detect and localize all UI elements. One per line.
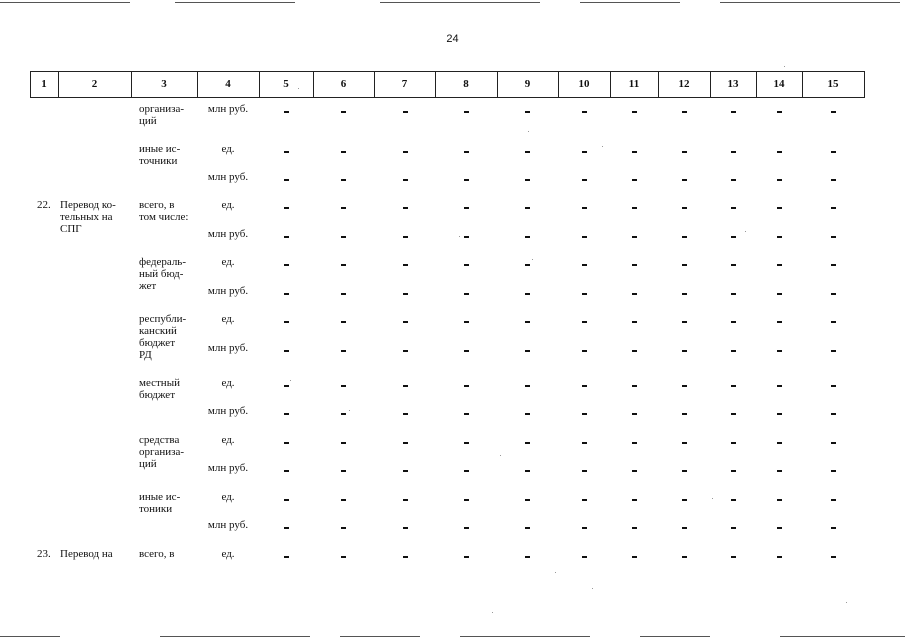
unit-label: ед. (221, 199, 235, 211)
header-cell-13: 13 (727, 78, 739, 90)
empty-value-dash (341, 385, 346, 387)
header-cell-2: 2 (91, 78, 98, 90)
empty-value-dash (682, 179, 687, 181)
empty-value-dash (632, 470, 637, 472)
funding-source: республи- канский бюджет РД (139, 313, 187, 361)
header-cell-4: 4 (225, 78, 231, 90)
empty-value-dash (682, 264, 687, 266)
header-cell-9: 9 (524, 78, 531, 90)
empty-value-dash (341, 321, 346, 323)
empty-value-dash (403, 527, 408, 529)
unit-label: ед. (221, 434, 235, 446)
empty-value-dash (632, 350, 637, 352)
empty-value-dash (464, 236, 469, 238)
empty-value-dash (682, 293, 687, 295)
funding-source: иные ис- точники (139, 143, 181, 167)
empty-value-dash (777, 385, 782, 387)
empty-value-dash (525, 527, 530, 529)
funding-source: местный бюджет (139, 377, 180, 401)
header-cell-11: 11 (628, 78, 640, 90)
unit-label: ед. (221, 313, 235, 325)
empty-value-dash (284, 179, 289, 181)
empty-value-dash (731, 470, 736, 472)
empty-value-dash (582, 264, 587, 266)
scan-speck (555, 572, 556, 573)
empty-value-dash (831, 179, 836, 181)
empty-value-dash (777, 413, 782, 415)
empty-value-dash (582, 179, 587, 181)
empty-value-dash (777, 470, 782, 472)
unit-label: млн руб. (207, 519, 249, 531)
header-cell-10: 10 (578, 78, 590, 90)
empty-value-dash (632, 111, 637, 113)
empty-value-dash (525, 236, 530, 238)
empty-value-dash (831, 293, 836, 295)
empty-value-dash (525, 470, 530, 472)
empty-value-dash (632, 293, 637, 295)
row-number: 23. (37, 548, 51, 560)
empty-value-dash (341, 499, 346, 501)
empty-value-dash (831, 236, 836, 238)
empty-value-dash (682, 527, 687, 529)
empty-value-dash (403, 151, 408, 153)
empty-value-dash (831, 207, 836, 209)
empty-value-dash (731, 111, 736, 113)
empty-value-dash (403, 350, 408, 352)
header-cell-1: 1 (41, 78, 47, 90)
empty-value-dash (525, 442, 530, 444)
scan-speck (349, 410, 350, 411)
empty-value-dash (831, 151, 836, 153)
empty-value-dash (525, 293, 530, 295)
empty-value-dash (777, 111, 782, 113)
scan-speck (745, 231, 746, 232)
empty-value-dash (731, 442, 736, 444)
empty-value-dash (284, 111, 289, 113)
empty-value-dash (582, 385, 587, 387)
empty-value-dash (525, 350, 530, 352)
empty-value-dash (464, 442, 469, 444)
empty-value-dash (284, 385, 289, 387)
unit-label: млн руб. (207, 171, 249, 183)
empty-value-dash (682, 151, 687, 153)
empty-value-dash (464, 556, 469, 558)
empty-value-dash (582, 413, 587, 415)
empty-value-dash (682, 321, 687, 323)
empty-value-dash (831, 556, 836, 558)
empty-value-dash (632, 151, 637, 153)
empty-value-dash (284, 470, 289, 472)
empty-value-dash (582, 527, 587, 529)
scan-speck (459, 236, 460, 237)
empty-value-dash (464, 111, 469, 113)
empty-value-dash (632, 385, 637, 387)
empty-value-dash (582, 321, 587, 323)
funding-source: иные ис- тоники (139, 491, 181, 515)
funding-source: всего, в том числе: (139, 199, 189, 223)
empty-value-dash (831, 321, 836, 323)
unit-label: млн руб. (207, 405, 249, 417)
empty-value-dash (777, 527, 782, 529)
empty-value-dash (831, 264, 836, 266)
empty-value-dash (464, 151, 469, 153)
scan-speck (492, 612, 493, 613)
measure-name: Перевод на (60, 548, 113, 560)
empty-value-dash (731, 556, 736, 558)
empty-value-dash (682, 236, 687, 238)
empty-value-dash (464, 527, 469, 529)
empty-value-dash (777, 350, 782, 352)
empty-value-dash (403, 385, 408, 387)
empty-value-dash (341, 470, 346, 472)
empty-value-dash (403, 236, 408, 238)
empty-value-dash (284, 151, 289, 153)
empty-value-dash (464, 385, 469, 387)
empty-value-dash (582, 293, 587, 295)
empty-value-dash (582, 236, 587, 238)
empty-value-dash (284, 350, 289, 352)
funding-source: всего, в (139, 548, 175, 560)
empty-value-dash (777, 556, 782, 558)
empty-value-dash (582, 111, 587, 113)
empty-value-dash (632, 413, 637, 415)
scan-speck (528, 131, 529, 132)
empty-value-dash (341, 207, 346, 209)
scan-speck (712, 498, 713, 499)
funding-source: средства организа- ций (139, 434, 185, 470)
header-cell-7: 7 (401, 78, 408, 90)
empty-value-dash (632, 499, 637, 501)
empty-value-dash (403, 499, 408, 501)
empty-value-dash (341, 527, 346, 529)
empty-value-dash (341, 264, 346, 266)
empty-value-dash (731, 151, 736, 153)
empty-value-dash (777, 236, 782, 238)
unit-label: ед. (221, 548, 235, 560)
empty-value-dash (632, 264, 637, 266)
empty-value-dash (582, 207, 587, 209)
empty-value-dash (632, 179, 637, 181)
empty-value-dash (831, 499, 836, 501)
empty-value-dash (682, 499, 687, 501)
empty-value-dash (525, 207, 530, 209)
empty-value-dash (341, 111, 346, 113)
header-cell-8: 8 (463, 78, 469, 90)
empty-value-dash (341, 179, 346, 181)
empty-value-dash (284, 236, 289, 238)
empty-value-dash (731, 385, 736, 387)
empty-value-dash (464, 470, 469, 472)
empty-value-dash (464, 350, 469, 352)
empty-value-dash (525, 179, 530, 181)
empty-value-dash (464, 264, 469, 266)
empty-value-dash (582, 350, 587, 352)
empty-value-dash (632, 321, 637, 323)
empty-value-dash (403, 321, 408, 323)
empty-value-dash (284, 321, 289, 323)
header-cell-15: 15 (827, 78, 839, 90)
empty-value-dash (525, 499, 530, 501)
header-cell-14: 14 (773, 78, 785, 90)
empty-value-dash (831, 470, 836, 472)
empty-value-dash (284, 442, 289, 444)
empty-value-dash (632, 236, 637, 238)
empty-value-dash (525, 556, 530, 558)
empty-value-dash (525, 264, 530, 266)
scan-speck (592, 588, 593, 589)
empty-value-dash (777, 264, 782, 266)
empty-value-dash (682, 111, 687, 113)
scan-speck (290, 380, 291, 381)
empty-value-dash (777, 321, 782, 323)
empty-value-dash (831, 413, 836, 415)
empty-value-dash (682, 442, 687, 444)
empty-value-dash (403, 442, 408, 444)
empty-value-dash (682, 556, 687, 558)
empty-value-dash (731, 413, 736, 415)
empty-value-dash (464, 321, 469, 323)
empty-value-dash (831, 350, 836, 352)
header-cell-12: 12 (678, 78, 690, 90)
empty-value-dash (777, 442, 782, 444)
empty-value-dash (403, 111, 408, 113)
empty-value-dash (284, 499, 289, 501)
empty-value-dash (831, 385, 836, 387)
scan-speck (602, 146, 603, 147)
empty-value-dash (682, 413, 687, 415)
empty-value-dash (682, 470, 687, 472)
empty-value-dash (525, 385, 530, 387)
empty-value-dash (777, 207, 782, 209)
empty-value-dash (731, 264, 736, 266)
empty-value-dash (464, 179, 469, 181)
funding-source: федераль- ный бюд- жет (139, 256, 186, 292)
empty-value-dash (341, 151, 346, 153)
scan-speck (298, 88, 299, 89)
empty-value-dash (731, 179, 736, 181)
empty-value-dash (341, 413, 346, 415)
empty-value-dash (831, 111, 836, 113)
unit-label: млн руб. (207, 462, 249, 474)
header-cell-6: 6 (340, 78, 347, 90)
header-cell-5: 5 (283, 78, 289, 90)
unit-label: млн руб. (207, 103, 249, 115)
unit-label: ед. (221, 377, 235, 389)
empty-value-dash (284, 264, 289, 266)
unit-label: ед. (221, 143, 235, 155)
empty-value-dash (284, 293, 289, 295)
row-number: 22. (37, 199, 51, 211)
empty-value-dash (831, 527, 836, 529)
empty-value-dash (403, 207, 408, 209)
empty-value-dash (341, 236, 346, 238)
empty-value-dash (284, 527, 289, 529)
empty-value-dash (632, 442, 637, 444)
empty-value-dash (682, 385, 687, 387)
measure-name: Перевод ко- тельных на СПГ (60, 199, 116, 235)
empty-value-dash (777, 151, 782, 153)
empty-value-dash (582, 470, 587, 472)
scan-speck (846, 602, 847, 603)
empty-value-dash (632, 207, 637, 209)
empty-value-dash (525, 321, 530, 323)
empty-value-dash (464, 293, 469, 295)
empty-value-dash (831, 442, 836, 444)
empty-value-dash (403, 556, 408, 558)
empty-value-dash (582, 499, 587, 501)
empty-value-dash (777, 179, 782, 181)
scan-speck (784, 66, 785, 67)
empty-value-dash (403, 264, 408, 266)
empty-value-dash (582, 151, 587, 153)
empty-value-dash (731, 207, 736, 209)
empty-value-dash (731, 499, 736, 501)
empty-value-dash (284, 207, 289, 209)
empty-value-dash (525, 151, 530, 153)
empty-value-dash (403, 293, 408, 295)
empty-value-dash (582, 556, 587, 558)
empty-value-dash (464, 207, 469, 209)
empty-value-dash (582, 442, 587, 444)
empty-value-dash (777, 499, 782, 501)
empty-value-dash (341, 293, 346, 295)
empty-value-dash (284, 413, 289, 415)
empty-value-dash (731, 527, 736, 529)
empty-value-dash (682, 350, 687, 352)
empty-value-dash (341, 350, 346, 352)
empty-value-dash (632, 556, 637, 558)
empty-value-dash (341, 556, 346, 558)
empty-value-dash (731, 236, 736, 238)
page-number: 24 (446, 33, 459, 45)
empty-value-dash (632, 527, 637, 529)
empty-value-dash (403, 413, 408, 415)
unit-label: ед. (221, 491, 235, 503)
scan-speck (532, 259, 533, 260)
unit-label: млн руб. (207, 228, 249, 240)
empty-value-dash (464, 413, 469, 415)
funding-source: организа- ций (139, 103, 185, 127)
empty-value-dash (682, 207, 687, 209)
header-cell-3: 3 (161, 78, 167, 90)
empty-value-dash (403, 179, 408, 181)
empty-value-dash (403, 470, 408, 472)
empty-value-dash (777, 293, 782, 295)
empty-value-dash (525, 111, 530, 113)
unit-label: млн руб. (207, 285, 249, 297)
empty-value-dash (525, 413, 530, 415)
unit-label: млн руб. (207, 342, 249, 354)
empty-value-dash (341, 442, 346, 444)
empty-value-dash (731, 293, 736, 295)
empty-value-dash (464, 499, 469, 501)
unit-label: ед. (221, 256, 235, 268)
empty-value-dash (284, 556, 289, 558)
empty-value-dash (731, 350, 736, 352)
empty-value-dash (731, 321, 736, 323)
scan-speck (500, 455, 501, 456)
